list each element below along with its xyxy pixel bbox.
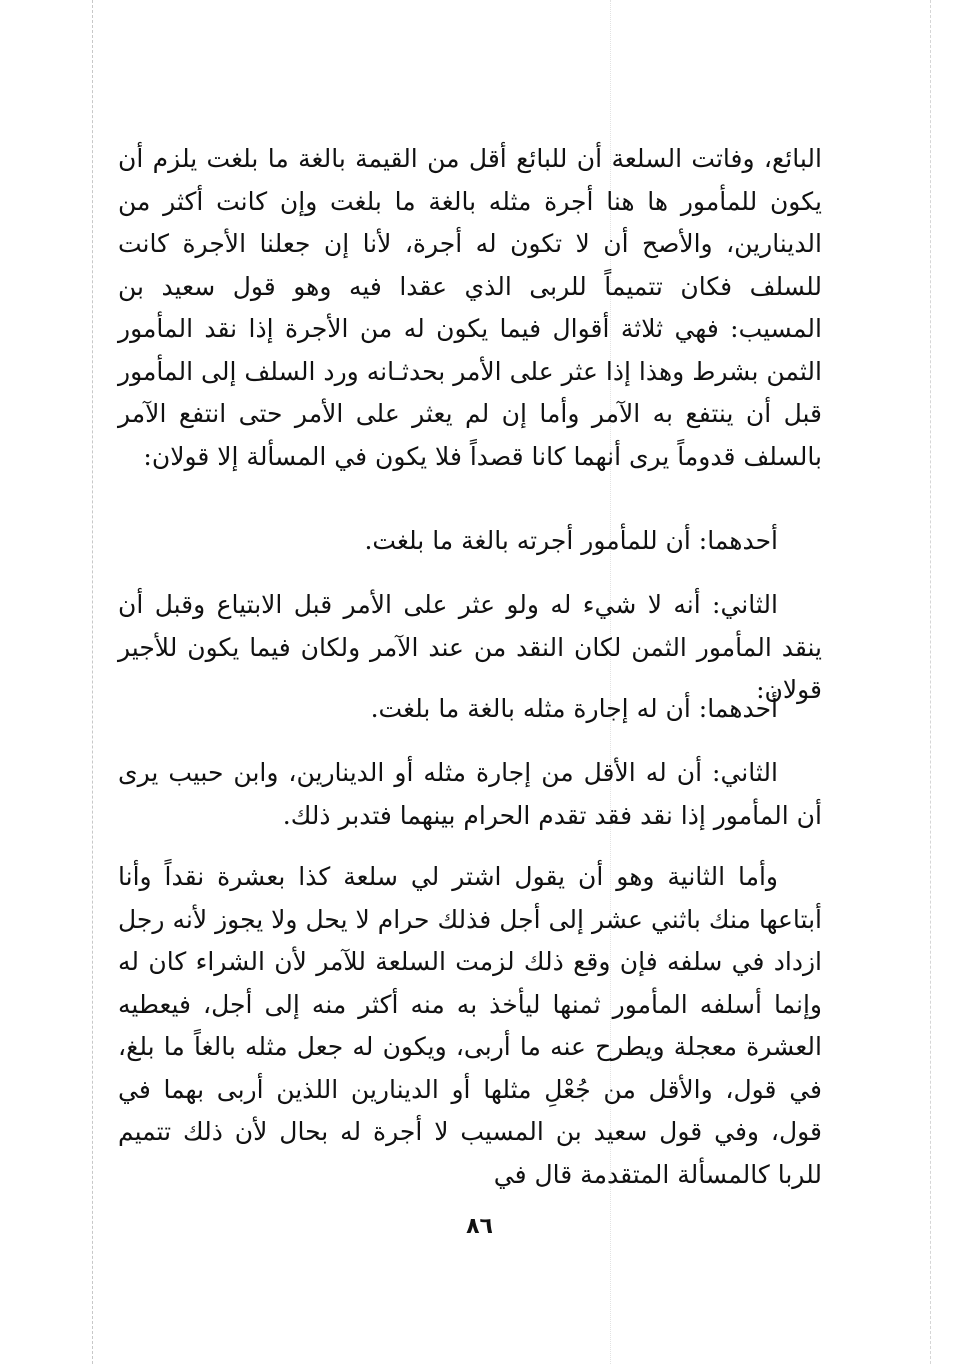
paragraph-text: أحدهما: أن للمأمور أجرته بالغة ما بلغت. (364, 526, 778, 555)
paragraph-text: وأما الثانية وهو أن يقول اشتر لي سلعة كذا بعشرة نقداً وأنا أبتاعها منك باثني عشر إلى أجل فذلك حرام لا يحل ولا يجوز لأنه رجل ازداد في سلفه فإن وقع ذلك لزمت السلعة للآمر لأن الشراء كان له وإنما أسلفه المأمور ثمنها ليأخذ به منه أكثر منه إلى أجل، فيعطيه العشرة معجلة ويطرح عنه ما أربى، ويكون له جعل مثله بالغاً ما بلغ، في قول، والأقل من جُعْلِ مثلها أو الدينارين اللذين أربى بهما في قول، وفي قول سعيد بن المسيب لا أجرة له بحال لأن ذلك تتميم للربا كالمسألة المتقدمة قال في (118, 862, 822, 1189)
page-number: ٨٦ (466, 1214, 493, 1239)
paragraph-second-case (118, 856, 822, 1196)
paragraph-first-view-wage (118, 688, 822, 731)
paragraph-opening (118, 138, 822, 478)
scan-fold-line-right (930, 0, 931, 1364)
paragraph-text: الثاني: أن له الأقل من إجارة مثله أو الدينارين، وابن حبيب يرى أن المأمور إذا نقد فقد تقدم الحرام بينهما فتدبر ذلك. (118, 758, 822, 830)
paragraph-first-opinion (118, 520, 822, 563)
paragraph-text: الثاني: أنه لا شيء له ولو عثر على الأمر قبل الابتياع وقبل أن ينقد المأمور الثمن لكان النقد من عند الآمر ولكان فيما يكون للأجير قولان: (118, 590, 822, 704)
paragraph-text: البائع، وفاتت السلعة أن للبائع أقل من القيمة بالغة ما بلغت يلزم أن يكون للمأمور ها هنا أجرة مثله بالغة ما بلغت وإن كانت أكثر من الدينارين، والأصح أن لا تكون له أجرة، لأنا إن جعلنا الأجرة كانت للسلف فكان تتميماً للربى الذي عقدا فيه وهو قول سعيد بن المسيب: فهي ثلاثة أقوال فيما يكون له من الأجرة إذا نقد المأمور الثمن بشرط وهذا إذا عثر على الأمر بحدثـانه ورد السلف إلى المأمور قبل أن ينتفع به الآمر وأما إن لم يعثر على الأمر حتى انتفع الآمر بالسلف قدوماً يرى أنهما كانا قصداً فلا يكون في المسألة إلا قولان: (118, 144, 822, 471)
paragraph-second-view-wage (118, 752, 822, 837)
paragraph-text: أحدهما: أن له إجارة مثله بالغة ما بلغت. (370, 694, 778, 723)
scan-fold-line-left (92, 0, 93, 1364)
